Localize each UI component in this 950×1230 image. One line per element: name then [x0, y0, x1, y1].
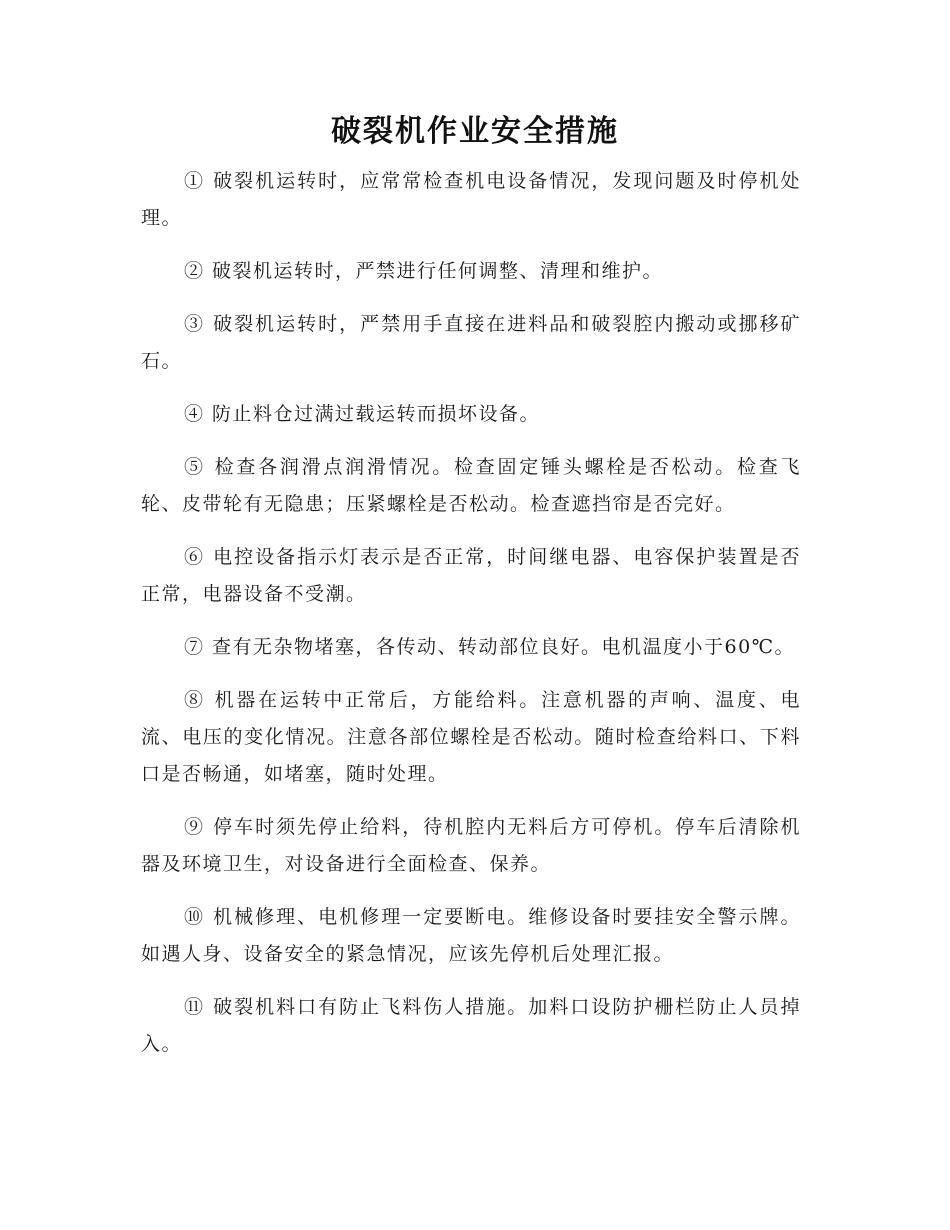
safety-item-7: ⑦ 查有无杂物堵塞，各传动、转动部位良好。电机温度小于60℃。	[184, 636, 795, 658]
safety-item-5: ⑤ 检查各润滑点润滑情况。检查固定锤头螺栓是否松动。检查飞轮、皮带轮有无隐患；压紧螺栓是否松动。检查遮挡帘是否完好。	[141, 456, 801, 515]
safety-item-6: ⑥ 电控设备指示灯表示是否正常，时间继电器、电容保护装置是否正常，电器设备不受潮。	[141, 546, 801, 605]
safety-item-9: ⑨ 停车时须先停止给料，待机腔内无料后方可停机。停车后清除机器及环境卫生，对设备进行全面检查、保养。	[141, 816, 801, 875]
safety-item-10: ⑩ 机械修理、电机修理一定要断电。维修设备时要挂安全警示牌。如遇人身、设备安全的紧急情况，应该先停机后处理汇报。	[141, 906, 801, 965]
safety-item-3: ③ 破裂机运转时，严禁用手直接在进料品和破裂腔内搬动或挪移矿石。	[141, 313, 801, 372]
document-title: 破裂机作业安全措施	[331, 114, 619, 149]
safety-item-2: ② 破裂机运转时，严禁进行任何调整、清理和维护。	[184, 260, 664, 282]
safety-item-11: ⑪ 破裂机料口有防止飞料伤人措施。加料口设防护栅栏防止人员掉入。	[141, 996, 801, 1055]
safety-item-1: ① 破裂机运转时，应常常检查机电设备情况，发现问题及时停机处理。	[141, 170, 801, 229]
safety-item-4: ④ 防止料仓过满过载运转而损坏设备。	[184, 403, 541, 425]
safety-measures-list	[141, 163, 801, 1079]
safety-item-8: ⑧ 机器在运转中正常后，方能给料。注意机器的声响、温度、电流、电压的变化情况。注意各部位螺栓是否松动。随时检查给料口、下料口是否畅通，如堵塞，随时处理。	[141, 689, 801, 785]
